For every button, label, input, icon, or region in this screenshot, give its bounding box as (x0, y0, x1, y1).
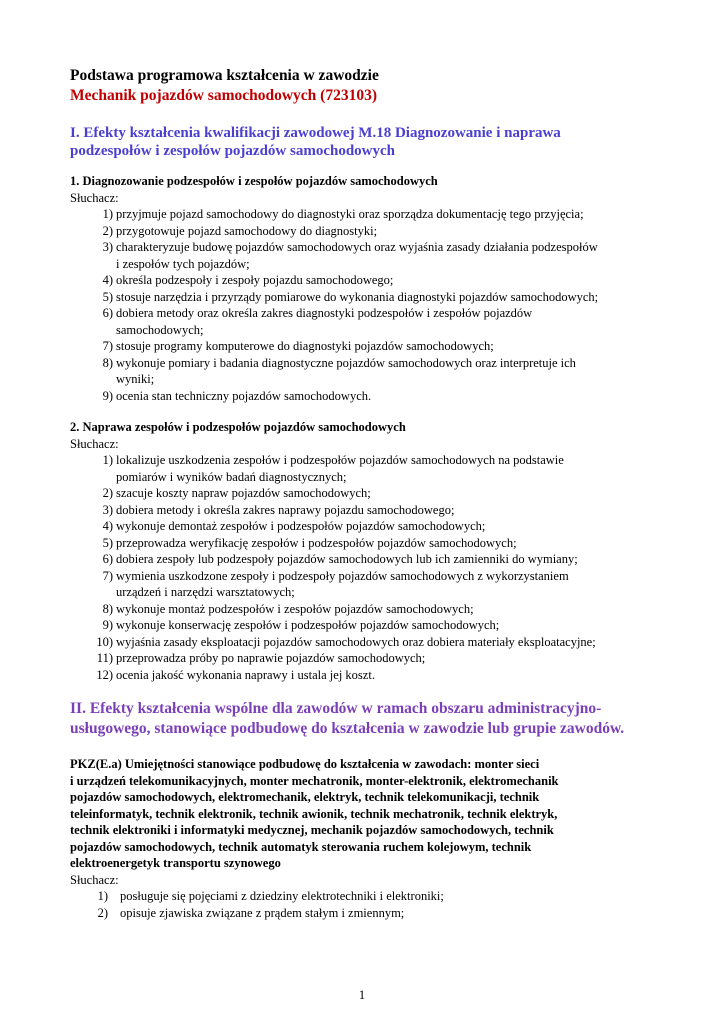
list-item (70, 239, 690, 272)
list-item-number: 5) (102, 535, 113, 550)
list-item-text (113, 568, 690, 601)
list-item-text (113, 223, 690, 240)
document-title: Podstawa programowa kształcenia w zawodzie (70, 67, 379, 84)
list-item-text (113, 485, 690, 502)
list-item (70, 223, 690, 240)
section-2-heading: II. Efekty kształcenia wspólne dla zawodów w ramach obszaru administracyjno- usługowego, stanowiące podbudowę do kształcenia w zawodzie lub grupie zawodów. (70, 700, 625, 737)
list-item-line: przeprowadza weryfikację zespołów i podzespołów pojazdów samochodowych; (116, 535, 517, 550)
list-item-number: 9) (102, 388, 113, 403)
part-2-title: 2. Naprawa zespołów i podzespołów pojazdów samochodowych (70, 420, 406, 434)
pkz-intro: Słuchacz: (70, 872, 119, 887)
list-item-number: 1) (102, 453, 113, 467)
list-item-number: 1) (102, 207, 113, 221)
page-number: 1 (358, 988, 366, 1002)
list-item-line: przyjmuje pojazd samochodowy do diagnostyki oraz sporządza dokumentację tego przyjęcia; (116, 207, 584, 221)
list-item-number: 8) (102, 601, 113, 616)
pkz-heading-line: i urządzeń telekomunikacyjnych, monter mechatronik, monter-elektronik, elektromechanik (70, 773, 559, 788)
list-item-number: 3) (102, 502, 113, 517)
pkz-heading-line: teleinformatyk, technik elektronik, technik awionik, technik mechatronik, technik elektryk, (70, 806, 558, 821)
list-item-number: 4) (102, 519, 113, 533)
list-item-number: 2) (102, 486, 113, 500)
list-item-line: wykonuje demontaż zespołów i podzespołów pojazdów samochodowych; (116, 519, 486, 533)
pkz-heading (70, 756, 690, 872)
list-item-line: opisuje zjawiska związane z prądem stałym i zmiennym; (120, 905, 405, 920)
list-item-number: 7) (102, 568, 113, 583)
list-item (70, 518, 690, 535)
list-item-number: 12) (96, 667, 113, 682)
list-item-text (113, 289, 690, 306)
list-item-text (113, 617, 690, 634)
list-item-text (113, 388, 690, 405)
list-item-line: wyniki; (116, 372, 155, 386)
list-item (70, 905, 690, 922)
list-item-line: przygotowuje pojazd samochodowy do diagnostyki; (116, 223, 378, 238)
pkz-list (70, 888, 690, 921)
list-item-number: 10) (96, 634, 113, 649)
section-1-heading: I. Efekty kształcenia kwalifikacji zawodowej M.18 Diagnozowanie i naprawa podzespołów i zespołów pojazdów samochodowych (70, 125, 561, 159)
list-item-number: 4) (102, 273, 113, 287)
part-2-list (70, 452, 690, 683)
list-item (70, 667, 690, 684)
list-item-line: urządzeń i narzędzi warsztatowych; (116, 585, 295, 599)
list-item-line: określa podzespoły i zespoły pojazdu samochodowego; (116, 273, 394, 287)
list-item-text (113, 551, 690, 568)
list-item-text (113, 601, 690, 618)
list-item (70, 485, 690, 502)
list-item-number: 1) (97, 889, 108, 903)
list-item (70, 452, 690, 485)
list-item (70, 617, 690, 634)
list-item (70, 650, 690, 667)
list-item (70, 272, 690, 289)
list-item (70, 305, 690, 338)
list-item (70, 601, 690, 618)
list-item (70, 338, 690, 355)
pkz-heading-line: pojazdów samochodowych, elektromechanik, elektryk, technik telekomunikacji, technik (70, 790, 540, 804)
list-item-number: 9) (102, 618, 113, 632)
list-item (70, 551, 690, 568)
list-item (70, 888, 690, 905)
document-page (70, 66, 690, 921)
list-item-number: 7) (102, 339, 113, 353)
list-item-line: wyjaśnia zasady eksploatacji pojazdów samochodowych oraz dobiera materiały eksploatacyjne; (116, 634, 596, 649)
list-item-line: lokalizuje uszkodzenia zespołów i podzespołów pojazdów samochodowych na podstawie (116, 453, 564, 467)
list-item-line: samochodowych; (116, 322, 204, 337)
list-item-line: wykonuje montaż podzespołów i zespołów pojazdów samochodowych; (116, 601, 474, 616)
list-item-line: szacuje koszty napraw pojazdów samochodowych; (116, 486, 371, 500)
part-1-title: 1. Diagnozowanie podzespołów i zespołów pojazdów samochodowych (70, 174, 438, 188)
list-item-number: 11) (96, 651, 113, 665)
list-item-line: wykonuje pomiary i badania diagnostyczne pojazdów samochodowych oraz interpretuje ich (116, 355, 576, 370)
list-item-line: posługuje się pojęciami z dziedziny elektrotechniki i elektroniki; (120, 889, 444, 903)
list-item-line: wymienia uszkodzone zespoły i podzespoły pojazdów samochodowych z wykorzystaniem (116, 568, 569, 583)
list-item-line: charakteryzuje budowę pojazdów samochodowych oraz wyjaśnia zasady działania podzespołów (116, 240, 598, 254)
list-item-number: 6) (102, 552, 113, 566)
list-item-text (113, 518, 690, 535)
list-item-text (113, 452, 690, 485)
list-item-text (113, 667, 690, 684)
list-item-number: 2) (97, 905, 108, 920)
pkz-heading-line: elektroenergetyk transportu szynowego (70, 856, 281, 870)
list-item-line: i zespołów tych pojazdów; (116, 256, 250, 271)
list-item-text (113, 502, 690, 519)
list-item-number: 6) (102, 306, 113, 320)
list-item-number: 3) (102, 240, 113, 254)
list-item-text (108, 905, 690, 922)
list-item-line: dobiera zespoły lub podzespoły pojazdów samochodowych lub ich zamienniki do wymiany; (116, 552, 578, 566)
list-item-line: wykonuje konserwację zespołów i podzespołów pojazdów samochodowych; (116, 618, 500, 632)
list-item (70, 289, 690, 306)
profession-title: Mechanik pojazdów samochodowych (723103) (70, 87, 377, 104)
list-item-line: stosuje programy komputerowe do diagnostyki pojazdów samochodowych; (116, 339, 494, 353)
list-item-line: stosuje narzędzia i przyrządy pomiarowe do wykonania diagnostyki pojazdów samochodowych; (116, 289, 599, 304)
list-item (70, 388, 690, 405)
list-item-text (113, 206, 690, 223)
list-item-line: ocenia jakość wykonania naprawy i ustala jej koszt. (116, 667, 375, 682)
pkz-heading-line: technik elektroniki i informatyki medycznej, mechanik pojazdów samochodowych, technik (70, 823, 554, 837)
list-item-number: 2) (102, 223, 113, 238)
list-item-text (113, 272, 690, 289)
list-item (70, 206, 690, 223)
part-1-intro: Słuchacz: (70, 190, 119, 205)
list-item (70, 568, 690, 601)
list-item-number: 5) (102, 289, 113, 304)
list-item-text (108, 888, 690, 905)
list-item-text (113, 355, 690, 388)
list-item-number: 8) (102, 355, 113, 370)
list-item-text (113, 535, 690, 552)
list-item (70, 502, 690, 519)
pkz-heading-line: pojazdów samochodowych, technik automatyk sterowania ruchem kolejowym, technik (70, 839, 532, 854)
list-item-line: ocenia stan techniczny pojazdów samochodowych. (116, 388, 372, 403)
list-item-text (113, 650, 690, 667)
list-item (70, 535, 690, 552)
list-item-text (113, 338, 690, 355)
part-1-list (70, 206, 690, 404)
part-2-intro: Słuchacz: (70, 436, 119, 451)
list-item-text (113, 305, 690, 338)
list-item-text (113, 634, 690, 651)
list-item (70, 634, 690, 651)
list-item-line: dobiera metody i określa zakres naprawy pojazdu samochodowego; (116, 502, 455, 517)
list-item (70, 355, 690, 388)
list-item-line: dobiera metody oraz określa zakres diagnostyki podzespołów i zespołów pojazdów (116, 306, 533, 320)
list-item-line: pomiarów i wyników badań diagnostycznych; (116, 469, 347, 484)
list-item-text (113, 239, 690, 272)
pkz-heading-line: PKZ(E.a) Umiejętności stanowiące podbudowę do kształcenia w zawodach: monter sieci (70, 757, 540, 771)
list-item-line: przeprowadza próby po naprawie pojazdów samochodowych; (116, 651, 426, 665)
